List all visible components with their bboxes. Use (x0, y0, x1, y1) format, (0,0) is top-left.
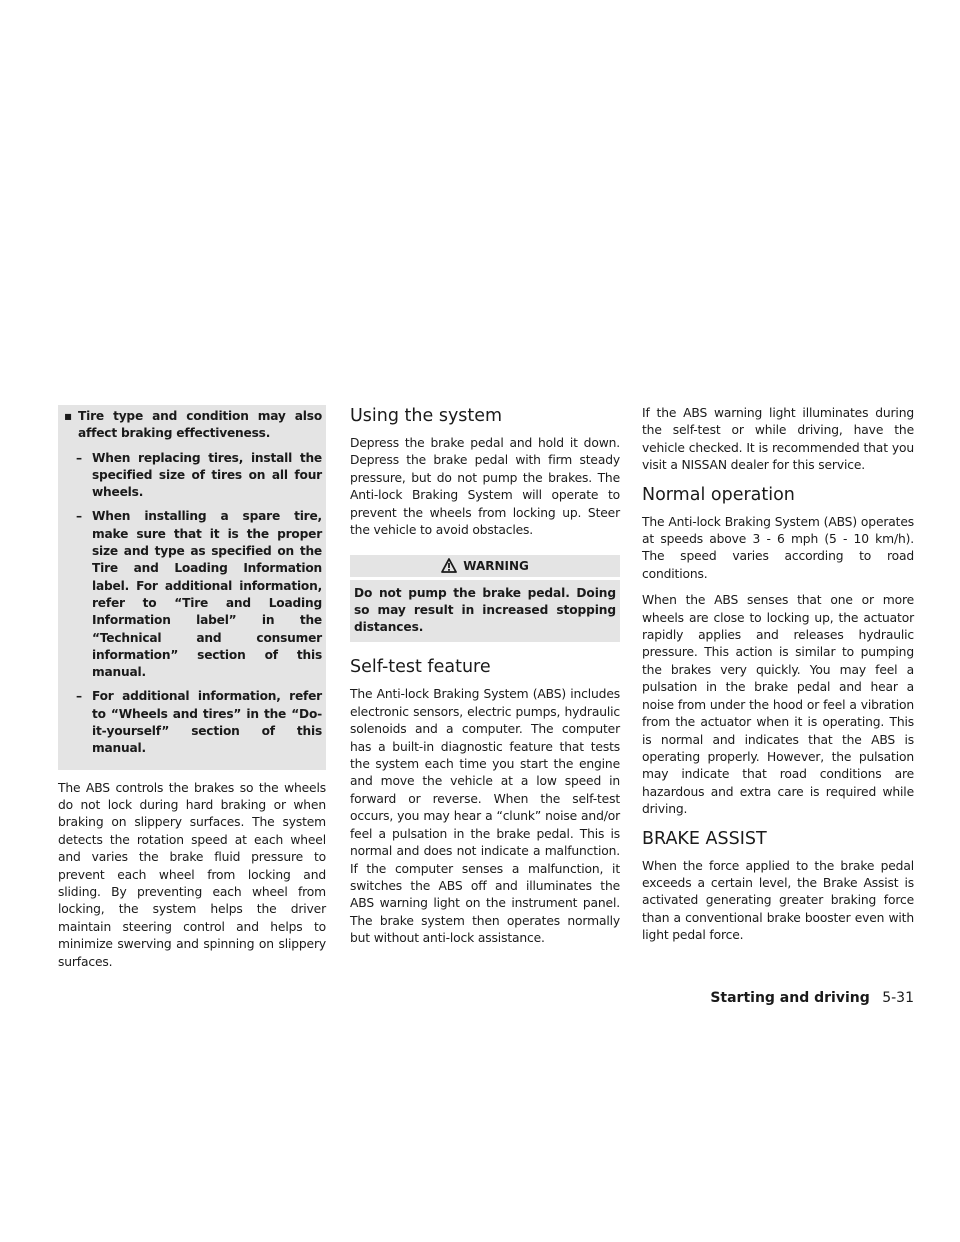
warning-light-text: If the ABS warning light illuminates during the self-test or while driving, have the vehicle checked. It is recommended that you visit a NISSAN dealer for this service. (642, 406, 914, 473)
bullet-item (62, 408, 322, 443)
brake-assist-text: When the force applied to the brake pedal exceeds a certain level, the Brake Assist is activated generating greater braking force than a conventional brake booster even with light pedal force. (642, 858, 914, 943)
tire-bullet-box (58, 405, 326, 770)
warning-box (350, 555, 620, 642)
heading-using-system: Using the system (350, 406, 503, 426)
dash-mark: – (76, 509, 82, 524)
warning-label: WARNING (463, 559, 529, 574)
using-system-text: Depress the brake pedal and hold it down. Depress the brake pedal with firm steady pressure, but do not pump the brakes. The Anti-lock Braking System will operate to prevent the wheels from locking up. Steer the vehicle to avoid obstacles. (350, 436, 620, 538)
warning-header (350, 555, 620, 577)
dash-mark: – (76, 450, 82, 465)
sub-item (62, 688, 322, 757)
bullet-text: Tire type and condition may also affect braking effectiveness. (78, 409, 322, 441)
sub-item (62, 508, 322, 681)
column-left (58, 405, 326, 980)
heading-brake-assist: BRAKE ASSIST (642, 828, 767, 849)
heading-self-test: Self-test feature (350, 657, 491, 678)
sub-item (62, 450, 322, 502)
warning-text: Do not pump the brake pedal. Doing so may result in increased stopping distances. (350, 580, 620, 642)
dash-mark: – (76, 689, 82, 704)
page-number: 5-31 (882, 990, 914, 1006)
heading-normal-operation: Normal operation (642, 484, 795, 505)
sub-text: When installing a spare tire, make sure that it is the proper size and type as specified on the Tire and Loading Information label. For additional information, refer to “Tire and Loading Information label” in the “Technical and consumer information” section of this manual. (92, 509, 322, 680)
self-test-text: The Anti-lock Braking System (ABS) includes electronic sensors, electric pumps, hydraulic solenoids and a computer. The computer has a built-in diagnostic feature that tests the system each time you start the engine and move the vehicle at a low speed in forward or reverse. When the self-test occurs, you may hear a “clunk” noise and/or feel a pulsation in the brake pedal. This is normal and does not indicate a malfunction. If the computer senses a malfunction, it switches the ABS off and illuminates the ABS warning light on the instrument panel. The brake system then operates normally but without anti-lock assistance. (350, 687, 620, 946)
column-right (642, 405, 914, 954)
sub-text: For additional information, refer to “Wheels and tires” in the “Do-it-yourself” section of this manual. (92, 689, 322, 756)
bullet-mark: ▪ (64, 409, 73, 423)
footer-section-title: Starting and driving (710, 990, 870, 1006)
column-middle (350, 405, 620, 957)
page-footer (710, 990, 914, 1006)
warning-triangle-icon (441, 558, 457, 573)
abs-description: The ABS controls the brakes so the wheels do not lock during hard braking or when braking on slippery surfaces. The system detects the rotation speed at each wheel and varies the brake fluid pressure to prevent each wheel from locking and sliding. By preventing each wheel from locking, the system helps the driver maintain steering control and helps to minimize swerving and spinning on slippery surfaces. (58, 780, 326, 969)
sub-text: When replacing tires, install the specified size of tires on all four wheels. (92, 450, 322, 500)
normal-operation-text: When the ABS senses that one or more wheels are close to locking up, the actuator rapidly applies and releases hydraulic pressure. This action is similar to pumping the brakes very quickly. You may feel a pulsation in the brake pedal and hear a noise from under the hood or feel a vibration from the actuator when it is operating. This is normal and indicates that the ABS is operating properly. However, the pulsation may indicate that road conditions are hazardous and extra care is required while driving. (642, 593, 914, 817)
normal-operation-speed-text: The Anti-lock Braking System (ABS) operates at speeds above 3 - 6 mph (5 - 10 km/h). The speed varies according to road conditions. (642, 514, 914, 581)
